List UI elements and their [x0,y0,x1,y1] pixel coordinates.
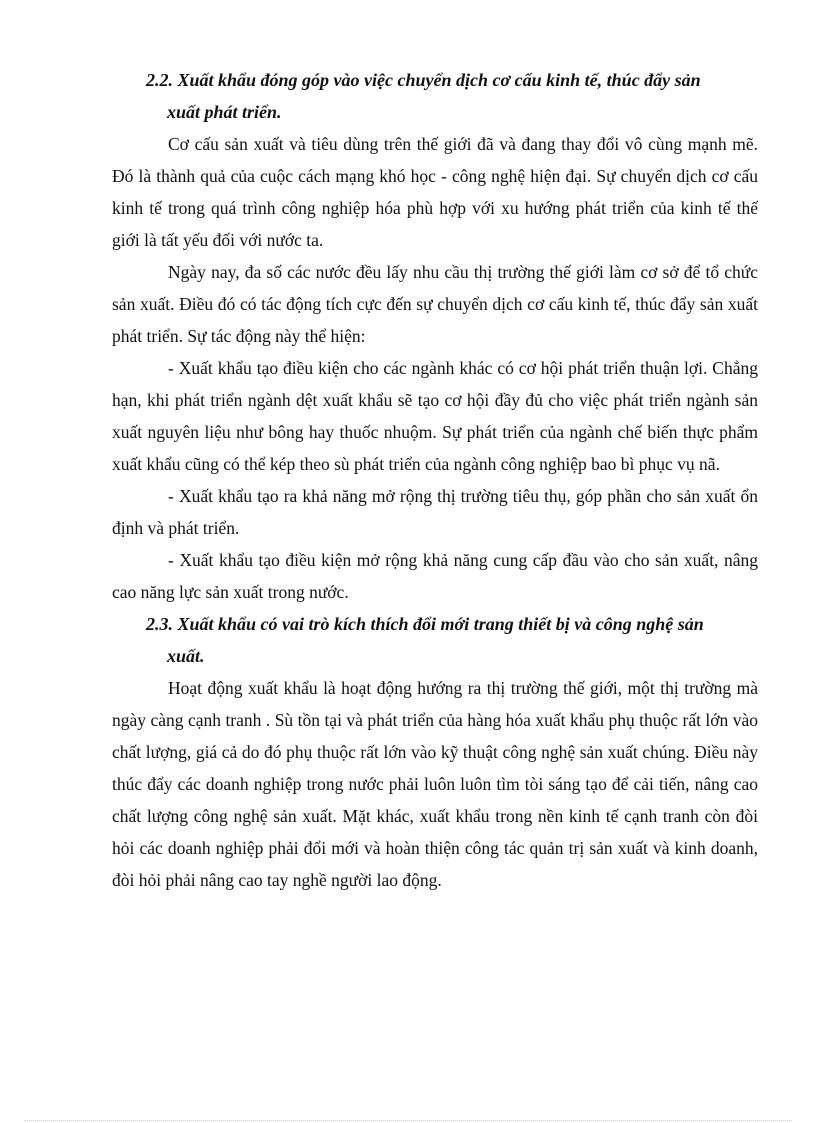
paragraph: - Xuất khẩu tạo ra khả năng mở rộng thị trường tiêu thụ, góp phần cho sản xuất ổn định và phát triển. [112,486,758,538]
section-heading-2-3 [112,608,758,672]
document-page [112,64,758,896]
paragraph: - Xuất khẩu tạo điều kiện mở rộng khả năng cung cấp đầu vào cho sản xuất, nâng cao năng lực sản xuất trong nước. [112,550,758,602]
paragraph: Cơ cấu sản xuất và tiêu dùng trên thế giới đã và đang thay đổi vô cùng mạnh mẽ. Đó là thành quả của cuộc cách mạng khó học - công nghệ hiện đại. Sự chuyển dịch cơ cấu kinh tế trong quá trình công nghiệp hóa phù hợp với xu hướng phát triển của kinh tế thế giới là tất yếu đối với nước ta. [112,134,758,250]
section-heading-2-2-line2: xuất phát triển. [167,102,282,122]
paragraph: Hoạt động xuất khẩu là hoạt động hướng ra thị trường thế giới, một thị trường mà ngày càng cạnh tranh . Sù tồn tại và phát triển của hàng hóa xuất khẩu phụ thuộc rất lớn vào chất lượng, giá cả do đó phụ thuộc rất lớn vào kỹ thuật công nghệ sản xuất chúng. Điều này thúc đẩy các doanh nghiệp trong nước phải luôn luôn tìm tòi sáng tạo để cải tiến, nâng cao chất lượng công nghệ sản xuất. Mặt khác, xuất khẩu trong nền kinh tế cạnh tranh còn đòi hỏi các doanh nghiệp phải đổi mới và hoàn thiện công tác quản trị sản xuất và kinh doanh, đòi hỏi phải nâng cao tay nghề người lao động. [112,678,758,890]
paragraph: Ngày nay, đa số các nước đều lấy nhu cầu thị trường thế giới làm cơ sở để tổ chức sản xuất. Điều đó có tác động tích cực đến sự chuyển dịch cơ cấu kinh tế, thúc đẩy sản xuất phát triển. Sự tác động này thể hiện: [112,262,758,346]
paragraph: - Xuất khẩu tạo điều kiện cho các ngành khác có cơ hội phát triển thuận lợi. Chẳng hạn, khi phát triển ngành dệt xuất khẩu sẽ tạo cơ hội đầy đủ cho việc phát triển ngành sản xuất nguyên liệu như bông hay thuốc nhuộm. Sự phát triển của ngành chế biến thực phẩm xuất khẩu cũng có thể kép theo sù phát triển của ngành công nghiệp bao bì phục vụ nã. [112,358,758,474]
section-heading-2-3-line1: 2.3. Xuất khẩu có vai trò kích thích đổi mới trang thiết bị và công nghệ sản [146,614,704,634]
page-bottom-divider [24,1120,792,1121]
section-heading-2-2 [112,64,758,128]
section-heading-2-3-line2: xuất. [167,646,205,666]
section-heading-2-2-line1: 2.2. Xuất khẩu đóng góp vào việc chuyển dịch cơ cấu kinh tế, thúc đẩy sản [146,70,701,90]
